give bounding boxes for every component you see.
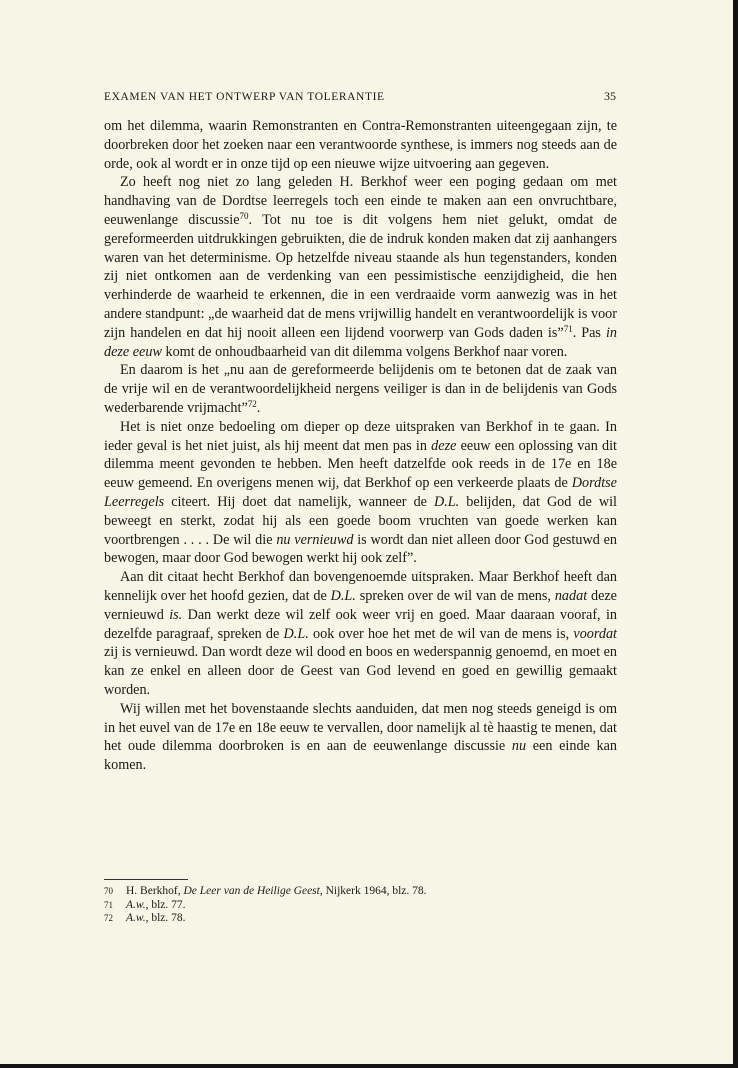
text-run: H. Berkhof, [126, 885, 184, 897]
paragraph-2 [104, 173, 617, 361]
italic-run: in deze eeuw [104, 324, 617, 360]
footnote-text [126, 912, 186, 926]
paragraph-1: om het dilemma, waarin Remonstranten en Contra-Remonstranten uiteengegaan zijn, te doorbreken door het zoeken naar een verantwoorde synthese, is immers nog steeds aan de orde, ook al wordt er in onze tijd op een nieuwe wijze uitvoering aan gegeven. [104, 118, 617, 172]
footnote-rule [104, 879, 188, 880]
footnote-ref-72: 72 [247, 398, 257, 409]
text-run: citeert. Hij doet dat namelijk, wanneer de [164, 493, 434, 510]
text-run: . Pas [572, 324, 606, 341]
text-run: ook over hoe het met de wil van de mens is, [308, 625, 574, 642]
text-run: een einde kan komen. [104, 738, 617, 774]
text-run: komt de onhoudbaarheid van dit dilemma volgens Berkhof naar voren. [161, 343, 568, 360]
text-run: Het is niet onze bedoeling om dieper op deze uitspraken van Berkhof in te gaan. In ieder geval is het niet juist, als hij meent dat men pas in [104, 418, 617, 454]
italic-run: A.w. [126, 912, 146, 925]
text-run: is wordt dan niet alleen door God gestuwd en bewogen, maar door God bewogen werkt hij ook zelf”. [104, 531, 618, 567]
text-run: . [256, 399, 261, 416]
footnote-ref-71: 71 [563, 323, 573, 334]
scan-border-bottom [0, 1064, 738, 1068]
italic-run: D.L. [330, 587, 356, 604]
footnote-number: 71 [104, 899, 113, 910]
paragraph-4 [104, 418, 617, 568]
italic-run: D.L. [283, 625, 309, 642]
footnote-number: 72 [104, 913, 113, 924]
text-run: En daarom is het „nu aan de gereformeerde belijdenis om te betonen dat de zaak van de vrije wil en de verantwoordelijkheid nergens veiliger is dan in de belijdenis van Gods wederbarende vrijmacht” [104, 362, 617, 416]
footnote-text [126, 885, 427, 899]
text-run: , blz. 78. [145, 912, 186, 925]
italic-run: nu [511, 738, 527, 755]
text-run: Aan dit citaat hecht Berkhof dan bovengenoemde uitspraken. Maar Berkhof heeft dan kennelijk over het hoofd gezien, dat de [104, 569, 617, 604]
footnotes [104, 885, 604, 926]
italic-run: D.L. [434, 493, 460, 510]
scan-border-right [733, 0, 738, 1068]
text-run: spreken over de wil van de mens, [355, 587, 555, 604]
paragraph-6 [104, 700, 617, 775]
text-run: eeuw een oplossing van dit dilemma meent gevonden te hebben. Men heeft datzelfde ook reeds in de 17e en 18e eeuw gemeend. En overigens menen wij, dat Berkhof op een verkeerde plaats de [104, 437, 617, 492]
italic-run: Dordtse Leerregels [104, 475, 617, 510]
footnote-number: 70 [104, 886, 113, 896]
italic-run: A.w. [126, 898, 146, 911]
text-run: , Nijkerk 1964, blz. 78. [319, 885, 427, 897]
paragraph-3 [104, 361, 617, 417]
running-header [104, 89, 616, 104]
italic-run: De Leer van de Heilige Geest [183, 885, 320, 897]
italic-run: nu vernieuwd [276, 531, 354, 548]
page-number: 35 [604, 89, 616, 103]
footnote-70 [104, 885, 604, 899]
italic-run: nadat [554, 587, 588, 604]
text-run: Zo heeft nog niet zo lang geleden H. Berkhof weer een poging gedaan om met handhaving van de Dordtse leerregels toch een einde te maken aan een onvruchtbare, eeuwenlange discussie [104, 174, 617, 228]
text-run: deze vernieuwd [104, 587, 617, 623]
italic-run: deze [431, 437, 457, 454]
text-run: , blz. 77. [145, 898, 186, 911]
running-title: EXAMEN VAN HET ONTWERP VAN TOLERANTIE [104, 91, 385, 103]
text-run: zij is vernieuwd. Dan wordt deze wil dood en boos en wederspannig genoemd, en moet en kan ze enkel en alleen door de Geest van God levend en goed en gewillig gemaakt worden. [104, 644, 617, 698]
italic-run: is. [169, 606, 183, 623]
footnote-72 [104, 912, 604, 926]
footnote-ref-70: 70 [239, 210, 249, 221]
text-run: belijden, dat God de wil beweegt en sterkt, zodat hij als een goede boom vruchten van goede werken kan voortbrengen . . . . De wil die [104, 493, 617, 548]
footnote-text [126, 899, 186, 913]
body-text [104, 117, 617, 775]
italic-run: voordat [573, 625, 617, 642]
footnote-71 [104, 899, 604, 913]
text-run: Wij willen met het bovenstaande slechts aanduiden, dat men nog steeds geneigd is om in het euvel van de 17e en 18e eeuw te vervallen, door namelijk al tè haastig te menen, dat het oude dilemma doorbroken is en aan de eeuwenlange discussie [104, 700, 617, 755]
paragraph-5 [104, 568, 617, 700]
text-run: . Tot nu toe is dit volgens hem niet gelukt, omdat de gereformeerden uitdrukkingen gebruikten, die de indruk konden maken dat zij aanhangers waren van het determinisme. Op hetzelfde niveau staande als hun tegenstanders, konden zij niet ontkomen aan de verdenking van een pessimistische eenzijdigheid, die hen verhinderde de waarheid te erkennen, die in een verdraaide vorm aanwezig was in het andere standpunt: „de waarheid dat de mens vrijwillig handelt en verantwoordelijk is voor zijn handelen en dat hij nooit alleen een lijdend voorwerp van Gods daden is” [104, 211, 617, 341]
text-run: Dan werkt deze wil zelf ook weer vrij en goed. Maar daaraan vooraf, in dezelfde paragraaf, spreken de [104, 606, 617, 642]
